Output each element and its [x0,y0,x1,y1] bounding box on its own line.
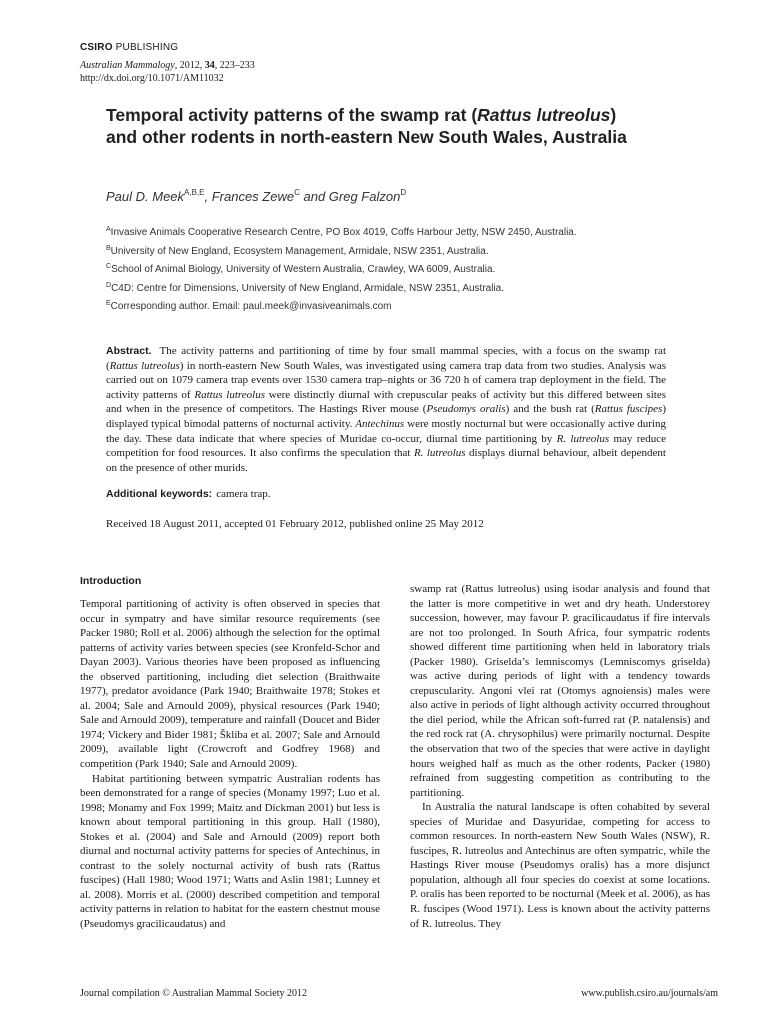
volume: 34 [204,60,215,71]
footer-url[interactable]: www.publish.csiro.au/journals/am [581,988,718,999]
abstract: Abstract. The activity patterns and partitioning of time by four small mammal species, with a focus on the swamp rat (Rattus lutreolus) in north-eastern New South Wales, was investigated using camera trap data from two studies. Analysis was carried out on 1079 camera trap events over 1530 camera trap–nights or 36 720 h of camera trap deployment in the field. The activity patterns of Rattus lutreolus were distinctly diurnal with crepuscular peaks of activity but this differed between sites and when in the presence of competitors. The Hastings River mouse (Pseudomys oralis) and the bush rat (Rattus fuscipes) displayed typical bimodal patterns of nocturnal activity. Antechinus were mostly nocturnal but were occasionally active during the day. These data indicate that where species of Muridae co-occur, diurnal time partitioning by R. lutreolus may reduce competition for food resources. It also confirms the speculation that R. lutreolus displays diurnal behaviour, albeit dependent on the presence of other murids. [106,345,666,474]
journal-citation: Australian Mammalogy, 2012, 34, 223–233 http://dx.doi.org/10.1071/AM11032 [80,60,255,84]
right-column [410,582,710,931]
paragraph: Habitat partitioning between sympatric Australian rodents has been demonstrated for a range of species (Monamy 1997; Luo et al. 1998; Monamy and Fox 1999; Maitz and Dickman 2001) but less is known about temporal partitioning in this group. Hall (1980), Stokes et al. (2004) and Sale and Arnould (2009) report both diurnal and nocturnal activity patterns for species of Antechinus, in contrast to the solely nocturnal activity of bush rats (Rattus fuscipes) (Hall 1980; Wood 1971; Watts and Aslin 1981; Lunney et al. 2008). Morris et al. (2000) described competition and temporal activity patterns in relation to habitat for the eastern chestnut mouse (Pseudomys gracilicaudatus) and [80,772,380,931]
doi-link[interactable]: http://dx.doi.org/10.1071/AM11032 [80,73,224,84]
abstract-label: Abstract. [106,345,152,357]
paragraph: swamp rat (Rattus lutreolus) using isodar analysis and found that the latter is more competitive in wet and dry heath. Understorey succession, however, may favour P. gracilicaudatus if fire intervals are not too prolonged. In South Africa, four sympatric rodents showed different time partitioning when held in laboratory trials (Packer 1980). Griselda’s lemniscomys (Lemniscomys griselda) was active during periods of light with a tendency towards crepuscularity. Angoni vlei rat (Otomys agnoiensis) males were also active in periods of light although activity occurred throughout the diel period, while the African soft-furred rat (P. natalensis) and the red rock rat (A. chrysophilus) were primarily nocturnal. Despite the observation that two of the species that were active in daylight hours weighed half as much as the other rodents, Packer (1980) refrained from suggesting competition as contributing to the partitioning. [410,583,710,799]
keywords: Additional keywords: camera trap. [106,488,271,500]
affiliation-b: $^B$University of New England, Ecosystem Management, Armidale, NSW 2351, Australia. [106,244,489,257]
affiliation-d: $^D$C4D: Centre for Dimensions, University of New England, Armidale, NSW 2351, Australia. [106,281,505,294]
author-list: Paul D. Meek$^{A,B,E}$, Frances Zewe$^C$ and Greg Falzon$^D$ [106,188,407,204]
journal-name: Australian Mammalogy [80,60,175,71]
affiliation-a: $^A$Invasive Animals Cooperative Research Centre, PO Box 4019, Coffs Harbour Jetty, NSW 2450, Australia. [106,226,577,238]
affiliation-e: $^E$Corresponding author. Email: paul.meek@invasiveanimals.com [106,300,392,312]
paragraph: Temporal partitioning of activity is often observed in species that occur in sympatry and have similar resource requirements (see Packer 1980; Roll et al. 2006) although the selection for the optimal patterns of activity varies between species (see Kronfeld-Schor and Dayan 2003). Various theories have been proposed as influencing the observed partitioning, including diet selection (Braithwaite 1977), predator avoidance (Park 1940; Braithwaite 1978; Stokes et al. 2004; Sale and Arnould 2009), physical resources (Park 1940; Sale and Arnould 2009), temperature and rainfall (Doucet and Bider 1974; Vickery and Bider 1981; Šklíba et al. 2007; Sale and Arnould 2009), available light (Crowcroft and Godfrey 1968) and competition (Park 1940; Sale and Arnould 2009). [80,598,380,771]
paragraph: In Australia the natural landscape is often cohabited by several species of Muridae and Dasyuridae, competing for access to common resources. In north-eastern New South Wales (NSW), R. fuscipes, R. lutreolus and Antechinus are often sympatric, while the Hastings River mouse (Pseudomys oralis) has a more disjunct population, although all four species do coexist at some locations. P. oralis has been reported to be nocturnal (Meek et al. 2006), as has R. fuscipes (Wood 1971). Less is known about the activity patterns of R. lutreolus. They [410,801,710,930]
received-dates: Received 18 August 2011, accepted 01 February 2012, published online 25 May 2012 [106,518,484,530]
introduction-heading: Introduction [80,575,142,587]
footer-copyright: Journal compilation © Australian Mammal Society 2012 [80,988,308,999]
publisher-logo: CSIRO PUBLISHING [80,42,179,53]
affiliations [106,222,577,315]
left-column [80,597,380,932]
article-title: Temporal activity patterns of the swamp rat (Rattus lutreolus) and other rodents in north-eastern New South Wales, Australia [106,105,627,147]
affiliation-c: $^C$School of Animal Biology, University of Western Australia, Crawley, WA 6009, Australia. [106,263,496,275]
